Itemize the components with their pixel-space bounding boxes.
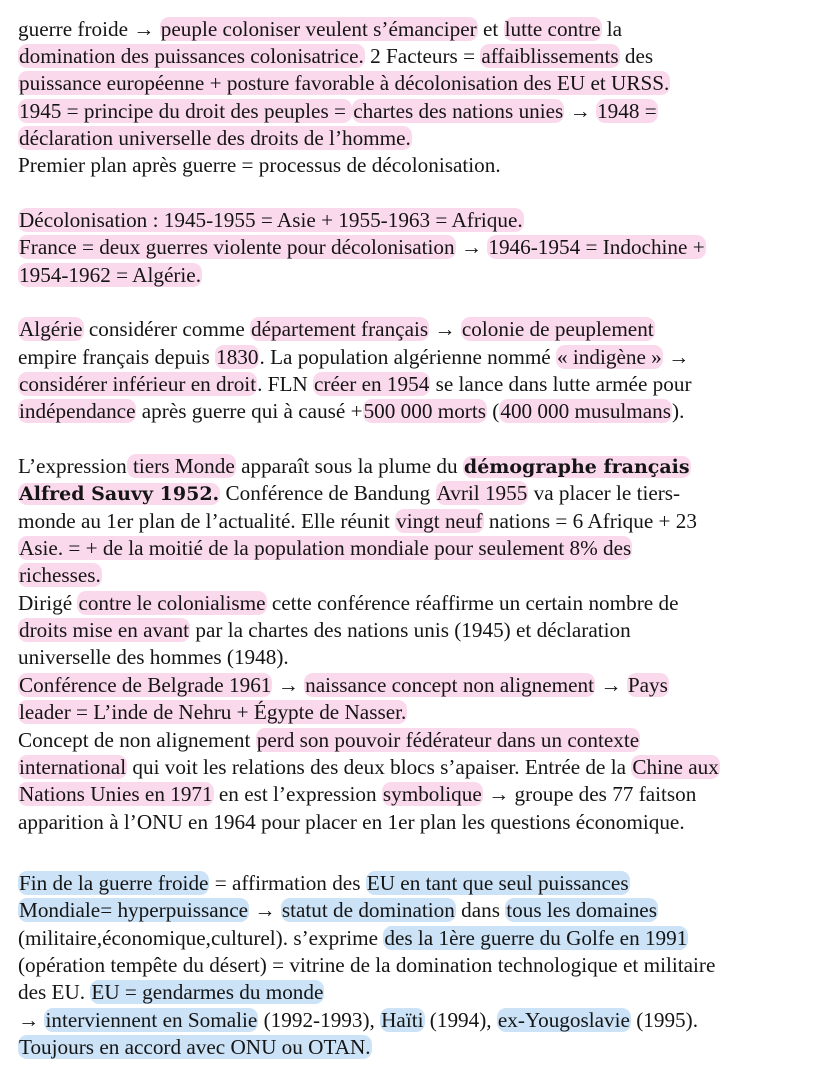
text-segment: monde au 1er plan de l’actualité. Elle réunit xyxy=(18,509,396,533)
text-line xyxy=(18,753,828,781)
text-line xyxy=(18,616,828,644)
text-segment: la xyxy=(601,17,623,41)
pink-highlight: peuple coloniser veulent s’émanciper xyxy=(160,17,477,41)
text-segment: va placer le tiers- xyxy=(528,481,681,505)
text-line xyxy=(18,452,828,480)
pink-highlight: Conférence de Belgrade 1961 xyxy=(19,673,272,697)
blue-highlight: interviennent en Somalie xyxy=(45,1008,258,1032)
text-segment: considérer comme xyxy=(83,317,251,341)
text-line xyxy=(18,507,828,535)
text-segment: → xyxy=(272,673,305,697)
pink-highlight: richesses. xyxy=(19,563,101,587)
blue-highlight: Fin de la guerre froide xyxy=(19,871,209,895)
blue-highlight: statut de domination xyxy=(281,898,455,922)
text-segment: qui voit les relations des deux blocs s’apaiser. Entrée de la xyxy=(127,755,632,779)
blue-highlight: EU = gendarmes du monde xyxy=(91,980,324,1004)
text-line xyxy=(18,534,828,562)
text-segment: → groupe des 77 faitson xyxy=(482,782,697,806)
text-segment: nations = 6 Afrique + 23 xyxy=(483,509,697,533)
pink-highlight: France = deux guerres violente pour décolonisation xyxy=(19,235,455,259)
pink-highlight: naissance concept non alignement xyxy=(305,673,595,697)
text-line xyxy=(18,124,828,152)
text-line xyxy=(18,924,828,952)
text-line xyxy=(18,343,828,371)
text-line xyxy=(18,671,828,699)
text-line xyxy=(18,896,828,924)
pink-highlight: lutte contre xyxy=(504,17,601,41)
pink-highlight: droits mise en avant xyxy=(19,618,190,642)
text-line xyxy=(18,808,828,836)
text-line xyxy=(18,97,828,125)
blue-highlight: Haïti xyxy=(381,1008,424,1032)
text-line xyxy=(18,479,828,507)
text-segment: (opération tempête du désert) = vitrine de la domination technologique et militaire xyxy=(18,953,716,977)
text-line xyxy=(18,315,828,343)
text-line xyxy=(18,951,828,979)
text-segment: Concept de non alignement xyxy=(18,728,256,752)
pink-highlight: contre le colonialisme xyxy=(78,591,266,615)
text-line xyxy=(18,261,828,289)
text-segment: après guerre qui à causé + xyxy=(136,399,363,423)
pink-highlight: 1954-1962 = Algérie. xyxy=(19,263,202,287)
pink-highlight: chartes des nations unies xyxy=(353,99,564,123)
pink-highlight: Algérie xyxy=(19,317,83,341)
text-segment: se lance dans lutte armée pour xyxy=(430,372,692,396)
text-line xyxy=(18,69,828,97)
blue-highlight: EU en tant que seul puissances xyxy=(366,871,629,895)
text-segment: Dirigé xyxy=(18,591,78,615)
pink-highlight: considérer inférieur en droit xyxy=(19,372,257,396)
text-segment: apparaît sous la plume du xyxy=(235,454,463,478)
text-segment: → xyxy=(662,345,690,369)
text-segment: (1994), xyxy=(424,1008,497,1032)
text-line xyxy=(18,978,828,1006)
pink-highlight: département français xyxy=(251,317,429,341)
text-line xyxy=(18,15,828,43)
text-segment: . FLN xyxy=(257,372,313,396)
blue-highlight: des la 1ère guerre du Golfe en 1991 xyxy=(384,926,688,950)
text-segment: par la chartes des nations unis (1945) et déclaration xyxy=(190,618,631,642)
text-line xyxy=(18,233,828,261)
text-line xyxy=(18,726,828,754)
text-line xyxy=(18,780,828,808)
text-line xyxy=(18,643,828,671)
pink-highlight: perd son pouvoir fédérateur dans un contexte xyxy=(256,728,640,752)
text-line xyxy=(18,370,828,398)
pink-highlight: déclaration universelle des droits de l’homme. xyxy=(19,126,411,150)
bold-pink-highlight: Alfred Sauvy 1952. xyxy=(19,483,220,505)
pink-highlight: Chine aux xyxy=(632,755,719,779)
pink-highlight: symbolique xyxy=(382,782,482,806)
text-segment: L’expression xyxy=(18,454,127,478)
text-segment: → xyxy=(429,317,461,341)
blue-highlight: tous les domaines xyxy=(506,898,657,922)
text-segment: (militaire,économique,culturel). s’exprime xyxy=(18,926,384,950)
text-segment: (1992-1993), xyxy=(258,1008,381,1032)
pink-highlight: tiers Monde xyxy=(127,454,235,478)
text-line xyxy=(18,151,828,179)
text-line xyxy=(18,206,828,234)
pink-highlight: international xyxy=(19,755,127,779)
pink-highlight: « indigène » xyxy=(557,345,662,369)
text-line xyxy=(18,589,828,617)
text-segment: → xyxy=(595,673,627,697)
pink-highlight: indépendance xyxy=(19,399,136,423)
text-segment: des EU. xyxy=(18,980,91,1004)
pink-highlight: Pays xyxy=(627,673,668,697)
text-line xyxy=(18,869,828,897)
text-segment: des xyxy=(619,44,654,68)
text-line xyxy=(18,1006,828,1034)
pink-highlight: 1948 = xyxy=(597,99,657,123)
text-segment: . La population algérienne nommé xyxy=(259,345,557,369)
pink-highlight: leader = L’inde de Nehru + Égypte de Nasser. xyxy=(19,700,407,724)
text-segment: ). xyxy=(672,399,685,423)
text-segment: empire français depuis xyxy=(18,345,216,369)
text-segment: Premier plan après guerre = processus de décolonisation. xyxy=(18,153,501,177)
text-segment: = affirmation des xyxy=(209,871,366,895)
pink-highlight: vingt neuf xyxy=(396,509,483,533)
pink-highlight: puissance européenne + posture favorable à décolonisation des EU et URSS. xyxy=(19,71,670,95)
text-line xyxy=(18,1033,828,1061)
text-segment: (1995). xyxy=(630,1008,699,1032)
pink-highlight: 1946-1954 = Indochine + xyxy=(488,235,705,259)
text-segment: ( xyxy=(486,399,500,423)
pink-highlight: domination des puissances colonisatrice. xyxy=(19,44,364,68)
blue-highlight: Mondiale= hyperpuissance xyxy=(19,898,249,922)
blue-highlight: Toujours en accord avec ONU ou OTAN. xyxy=(19,1035,371,1059)
text-line xyxy=(18,698,828,726)
text-segment: → xyxy=(249,898,281,922)
text-segment: apparition à l’ONU en 1964 pour placer en 1er plan les questions économique. xyxy=(18,810,685,834)
pink-highlight: Avril 1955 xyxy=(436,481,528,505)
blue-highlight: ex-Yougoslavie xyxy=(497,1008,630,1032)
text-segment: universelle des hommes (1948). xyxy=(18,645,289,669)
text-segment: 2 Facteurs = xyxy=(364,44,481,68)
text-segment: dans xyxy=(455,898,506,922)
pink-highlight: 500 000 morts xyxy=(363,399,486,423)
text-segment: guerre froide → xyxy=(18,17,160,41)
pink-highlight: 1945 = principe du droit des peuples = xyxy=(19,99,352,123)
text-segment: → xyxy=(18,1008,45,1032)
text-segment: → xyxy=(564,99,597,123)
pink-highlight: affaiblissements xyxy=(481,44,619,68)
text-segment: cette conférence réaffirme un certain nombre de xyxy=(266,591,679,615)
pink-highlight: Décolonisation : 1945-1955 = Asie + 1955-1963 = Afrique. xyxy=(19,208,523,232)
pink-highlight: 400 000 musulmans xyxy=(500,399,672,423)
text-line xyxy=(18,42,828,70)
pink-highlight: Nations Unies en 1971 xyxy=(19,782,213,806)
text-segment: → xyxy=(455,235,488,259)
text-line xyxy=(18,561,828,589)
text-line xyxy=(18,397,828,425)
text-segment: et xyxy=(477,17,504,41)
pink-highlight: Asie. = + de la moitié de la population mondiale pour seulement 8% des xyxy=(19,536,632,560)
pink-highlight: créer en 1954 xyxy=(314,372,430,396)
pink-highlight: 1830 xyxy=(216,345,259,369)
pink-highlight: colonie de peuplement xyxy=(461,317,654,341)
text-segment: Conférence de Bandung xyxy=(220,481,436,505)
bold-pink-highlight: démographe français xyxy=(463,456,690,478)
text-segment: en est l’expression xyxy=(213,782,382,806)
